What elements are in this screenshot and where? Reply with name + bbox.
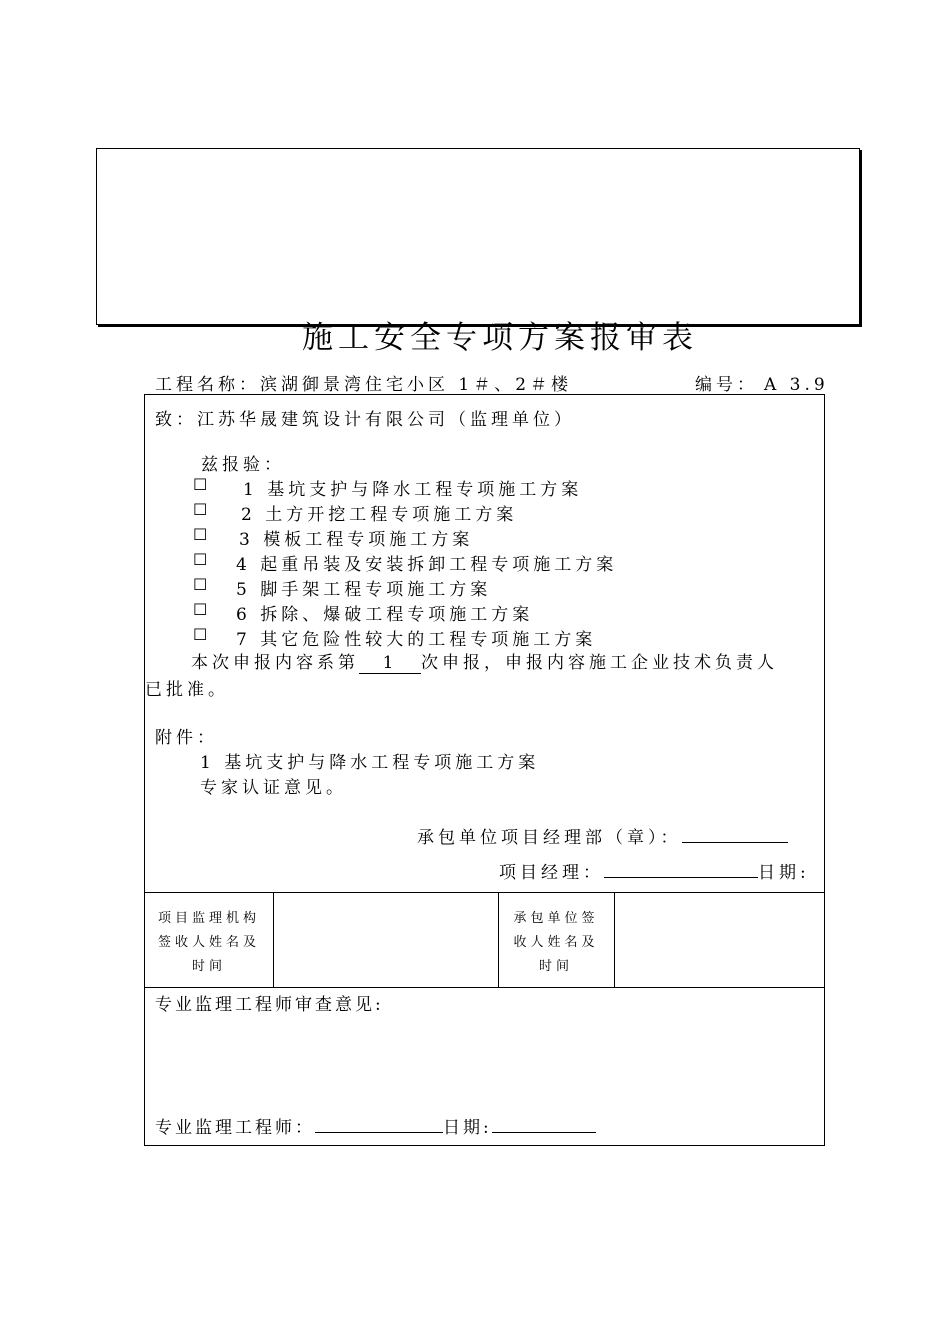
code-value: A 3.9 (764, 375, 829, 395)
attachment-item: 1 基坑支护与降水工程专项施工方案 (200, 753, 540, 773)
manager-field[interactable] (604, 859, 758, 878)
review-date-label: 日期: (443, 1118, 492, 1138)
checkbox-icon[interactable]: ☐ (193, 525, 212, 544)
contractor-dept-row (417, 823, 788, 848)
checkbox-icon[interactable]: ☐ (193, 500, 212, 519)
divider (145, 987, 824, 988)
review-date-field[interactable] (492, 1114, 596, 1133)
checkbox-icon[interactable]: ☐ (193, 625, 212, 644)
project-name: 滨湖御景湾住宅小区 1＃、2＃楼 (260, 375, 573, 395)
contractor-sign-label (498, 907, 614, 979)
label-line: 项目监理机构 (157, 911, 260, 926)
engineer-field[interactable] (315, 1114, 443, 1133)
code-row (695, 370, 829, 395)
declaration-line (191, 648, 778, 674)
contractor-date-label: 日期: (758, 863, 810, 883)
supervisor-sign-field[interactable] (274, 893, 498, 987)
scheme-item[interactable] (193, 600, 534, 625)
top-frame-box (96, 148, 860, 325)
scheme-item-label: 2 土方开挖工程专项施工方案 (241, 505, 518, 525)
submission-count[interactable]: 1 (359, 653, 421, 674)
declaration-prefix: 本次申报内容系第 (191, 653, 359, 673)
declaration-suffix: 次申报，申报内容施工企业技术负责人 (421, 653, 778, 673)
intro-text: 兹报验： (201, 455, 285, 475)
declaration-line2: 已批准。 (145, 680, 229, 700)
review-label: 专业监理工程师审查意见: (155, 995, 384, 1015)
recipient-line: 致：江苏华晟建筑设计有限公司（监理单位） (155, 410, 575, 430)
label-line: 时间 (538, 959, 573, 974)
scheme-item-label: 5 脚手架工程专项施工方案 (236, 580, 492, 600)
contractor-dept-field[interactable] (682, 824, 788, 843)
manager-row (499, 858, 810, 883)
project-label: 工程名称： (155, 375, 260, 395)
project-name-row (155, 370, 572, 395)
scheme-item[interactable] (193, 550, 618, 575)
scheme-item-label: 7 其它危险性较大的工程专项施工方案 (236, 630, 597, 650)
scheme-item-label: 6 拆除、爆破工程专项施工方案 (236, 605, 534, 625)
supervisor-sign-label (145, 907, 273, 979)
scheme-item-label: 3 模板工程专项施工方案 (239, 530, 474, 550)
form-title: 施工安全专项方案报审表 (302, 320, 698, 356)
attachments-label: 附件： (155, 728, 218, 748)
code-label: 编号： (695, 375, 758, 395)
scheme-item[interactable] (193, 575, 492, 600)
checkbox-icon[interactable]: ☐ (193, 575, 212, 594)
engineer-label: 专业监理工程师： (155, 1118, 315, 1138)
manager-label: 项目经理： (499, 863, 604, 883)
contractor-sign-field[interactable] (615, 893, 825, 987)
scheme-item-label: 1 基坑支护与降水工程专项施工方案 (243, 480, 583, 500)
scheme-item[interactable] (193, 500, 518, 525)
checkbox-icon[interactable]: ☐ (193, 475, 212, 494)
attachment-item: 专家认证意见。 (200, 778, 347, 798)
scheme-item[interactable] (193, 525, 474, 550)
checkbox-icon[interactable]: ☐ (193, 550, 212, 569)
label-line: 签收人姓名及 (157, 935, 260, 950)
contractor-dept-label: 承包单位项目经理部（章）： (417, 828, 682, 848)
label-line: 时间 (191, 959, 226, 974)
label-line: 承包单位签 (513, 911, 599, 926)
checkbox-icon[interactable]: ☐ (193, 600, 212, 619)
label-line: 收人姓名及 (513, 935, 599, 950)
scheme-item-label: 4 起重吊装及安装拆卸工程专项施工方案 (236, 555, 618, 575)
form-table (144, 394, 825, 1146)
scheme-item[interactable] (193, 475, 583, 500)
review-opinion-area[interactable] (155, 1017, 815, 1105)
engineer-row (155, 1113, 596, 1138)
scheme-item[interactable] (193, 625, 597, 650)
